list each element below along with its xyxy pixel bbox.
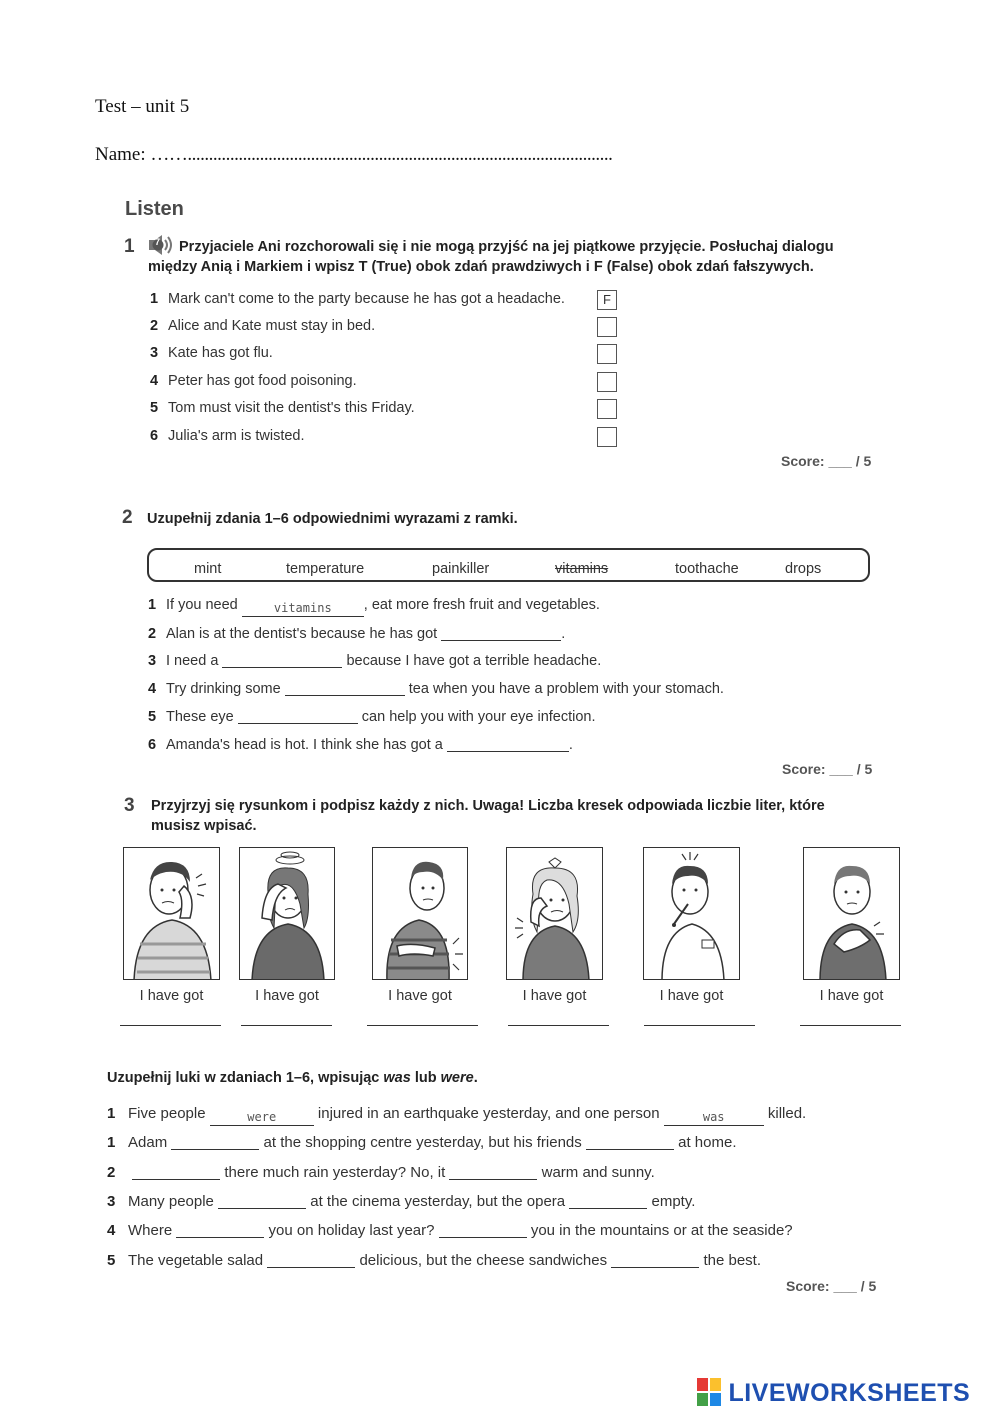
list-item: 4 Peter has got food poisoning. bbox=[150, 373, 357, 389]
exercise-1-number: 1 bbox=[124, 236, 135, 257]
answer-blank[interactable] bbox=[439, 1222, 527, 1238]
exercise-1-instruction-line2: między Anią i Markiem i wpisz T (True) obok zdań prawdziwych i F (False) obok zdań fałszywych. bbox=[148, 259, 814, 275]
answer-blank[interactable] bbox=[176, 1222, 264, 1238]
audio-speaker-icon[interactable] bbox=[148, 234, 176, 256]
list-item: 2 Alice and Kate must stay in bed. bbox=[150, 318, 376, 334]
list-item: 2 Alan is at the dentist's because he has got . bbox=[148, 626, 566, 642]
answer-blank[interactable] bbox=[285, 680, 405, 696]
audio-track-number: 7 bbox=[155, 237, 161, 247]
list-item: 1 If you need vitamins , eat more fresh fruit and vegetables. bbox=[148, 597, 600, 615]
picture-caption: I have got bbox=[255, 988, 319, 1004]
exercise-4-score: Score: ___ / 5 bbox=[786, 1278, 877, 1294]
liveworksheets-logo[interactable] bbox=[697, 1378, 993, 1412]
answer-blank[interactable] bbox=[447, 736, 569, 752]
word-drops: drops bbox=[785, 561, 822, 577]
answer-blank[interactable] bbox=[132, 1164, 220, 1180]
answer-blank[interactable] bbox=[586, 1134, 674, 1150]
answer-blank[interactable] bbox=[238, 708, 358, 724]
answer-blank[interactable] bbox=[569, 1193, 647, 1209]
picture-caption: I have got bbox=[522, 988, 587, 1004]
exercise-2-instruction: Uzupełnij zdania 1–6 odpowiednimi wyrazami z ramki. bbox=[147, 511, 518, 527]
exercise-3-instruction-line1: Przyjrzyj się rysunkom i podpisz każdy z nich. Uwaga! Liczba kresek odpowiada liczbie liter, które bbox=[151, 798, 825, 814]
answer-blank[interactable] bbox=[441, 625, 561, 641]
tf-answer-box-1[interactable]: F bbox=[597, 290, 617, 310]
exercise-3-instruction-line2: musisz wpisać. bbox=[151, 818, 257, 834]
answer-blank[interactable]: was bbox=[664, 1110, 764, 1126]
logo-badge-icon bbox=[697, 1378, 721, 1406]
tf-answer-box-5[interactable] bbox=[597, 399, 617, 419]
tf-answer-box-2[interactable] bbox=[597, 317, 617, 337]
list-item: 1 Mark can't come to the party because he has got a headache. bbox=[150, 291, 565, 307]
example-item: 1 Five people were injured in an earthquake yesterday, and one person was killed. bbox=[107, 1105, 807, 1124]
test-title: Test – unit 5 bbox=[95, 96, 190, 117]
caption-answer-line[interactable] bbox=[508, 1025, 609, 1026]
picture-stomachache bbox=[372, 847, 468, 980]
list-item: 2 there much rain yesterday? No, it warm and sunny. bbox=[107, 1164, 655, 1181]
word-temperature: temperature bbox=[286, 561, 365, 577]
list-item: 5 Tom must visit the dentist's this Friday. bbox=[150, 400, 415, 416]
list-item: 3 Many people at the cinema yesterday, but the opera empty. bbox=[107, 1193, 696, 1210]
picture-caption: I have got bbox=[388, 988, 452, 1004]
list-item: 4 Try drinking some tea when you have a problem with your stomach. bbox=[148, 681, 724, 697]
exercise-2-number: 2 bbox=[122, 507, 133, 528]
caption-answer-line[interactable] bbox=[120, 1025, 221, 1026]
tf-answer-box-6[interactable] bbox=[597, 427, 617, 447]
list-item: 6 Julia's arm is twisted. bbox=[150, 428, 305, 444]
listen-heading: Listen bbox=[125, 198, 184, 220]
exercise-3-number: 3 bbox=[124, 795, 135, 816]
answer-blank[interactable]: were bbox=[210, 1110, 314, 1126]
picture-sore-throat bbox=[803, 847, 900, 980]
answer-blank[interactable]: vitamins bbox=[242, 601, 364, 617]
picture-caption: I have got bbox=[139, 988, 204, 1004]
caption-answer-line[interactable] bbox=[644, 1025, 755, 1026]
word-box bbox=[147, 548, 870, 582]
answer-blank[interactable] bbox=[449, 1164, 537, 1180]
list-item: 5 The vegetable salad delicious, but the cheese sandwiches the best. bbox=[107, 1252, 761, 1269]
answer-blank[interactable] bbox=[222, 652, 342, 668]
picture-caption: I have got bbox=[659, 988, 724, 1004]
list-item: 1 Adam at the shopping centre yesterday, but his friends at home. bbox=[107, 1134, 737, 1151]
exercise-2-score: Score: ___ / 5 bbox=[782, 761, 873, 777]
list-item: 6 Amanda's head is hot. I think she has got a . bbox=[148, 737, 573, 753]
tf-answer-box-3[interactable] bbox=[597, 344, 617, 364]
caption-answer-line[interactable] bbox=[800, 1025, 901, 1026]
word-painkiller: painkiller bbox=[432, 561, 490, 577]
name-label: Name: bbox=[95, 144, 146, 165]
word-mint: mint bbox=[194, 561, 222, 577]
picture-toothache bbox=[506, 847, 603, 980]
exercise-1-score: Score: ___ / 5 bbox=[781, 453, 872, 469]
answer-blank[interactable] bbox=[218, 1193, 306, 1209]
caption-answer-line[interactable] bbox=[241, 1025, 332, 1026]
list-item: 4 Where you on holiday last year? you in the mountains or at the seaside? bbox=[107, 1222, 793, 1239]
picture-headache bbox=[239, 847, 335, 980]
name-dots: …….................................................................................................... bbox=[150, 144, 613, 165]
exercise-1-instruction-line1: Przyjaciele Ani rozchorowali się i nie mogą przyjść na jej piątkowe przyjęcie. Posłuchaj dialogu bbox=[179, 239, 834, 255]
word-toothache: toothache bbox=[675, 561, 739, 577]
exercise-4-instruction: Uzupełnij luki w zdaniach 1–6, wpisując was lub were. bbox=[107, 1070, 478, 1086]
picture-earache bbox=[123, 847, 220, 980]
list-item: 3 I need a because I have got a terrible headache. bbox=[148, 653, 602, 669]
name-line bbox=[95, 144, 612, 166]
picture-temperature bbox=[643, 847, 740, 980]
word-vitamins: vitamins bbox=[555, 561, 609, 577]
tf-answer-box-4[interactable] bbox=[597, 372, 617, 392]
answer-blank[interactable] bbox=[267, 1252, 355, 1268]
logo-text: LIVEWORKSHEETS bbox=[728, 1379, 971, 1407]
list-item: 5 These eye can help you with your eye infection. bbox=[148, 709, 596, 725]
picture-caption: I have got bbox=[819, 988, 884, 1004]
list-item: 3 Kate has got flu. bbox=[150, 345, 273, 361]
answer-blank[interactable] bbox=[171, 1134, 259, 1150]
caption-answer-line[interactable] bbox=[367, 1025, 478, 1026]
answer-blank[interactable] bbox=[611, 1252, 699, 1268]
